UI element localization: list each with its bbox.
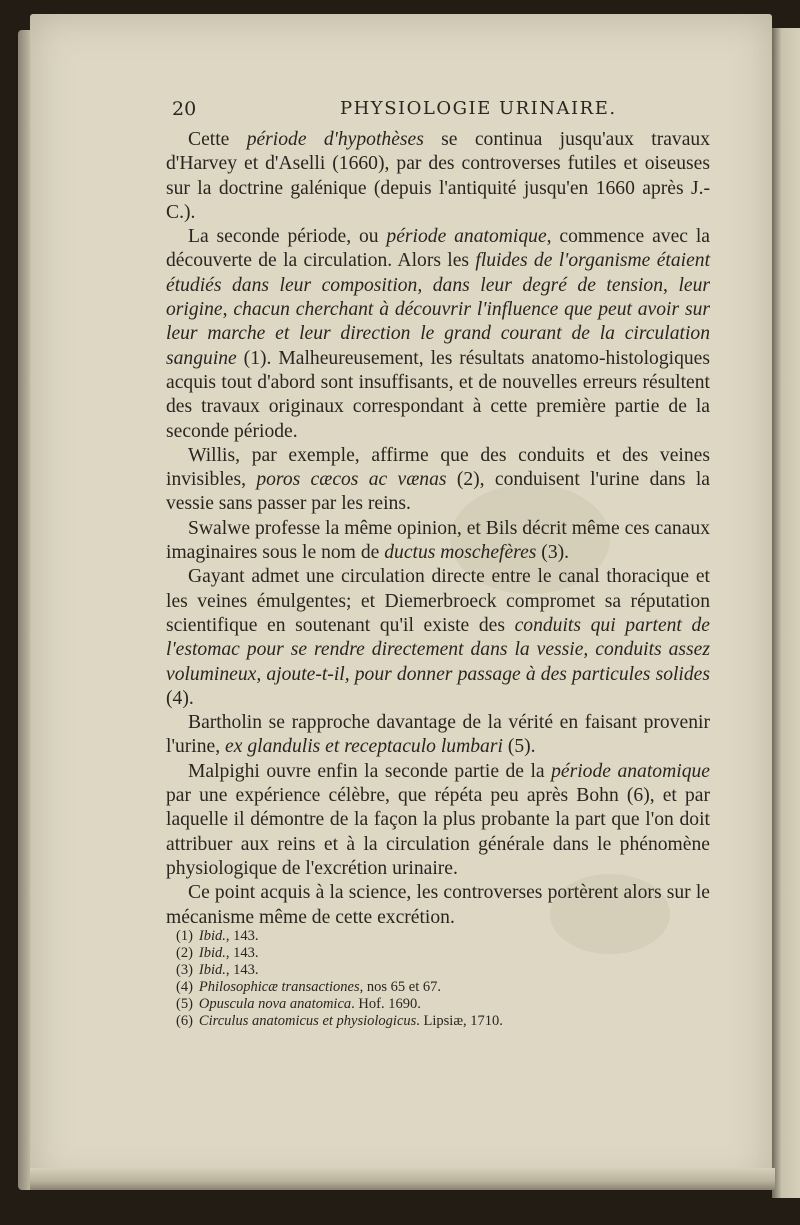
text-run: (1). Malheureusement, les résultats anatomo-histologiques acquis tout d'abord sont insuffisants, et de nouvelles erreurs résultent des travaux originaux correspondant à cette première partie de la seconde période. [166,347,710,442]
footnote-label: (1) [176,928,193,944]
text-run: , [663,274,679,296]
paragraph [166,881,710,930]
page-header [172,98,712,128]
footnote-reference: , 143. [225,962,259,978]
text-run: (4). [166,687,194,709]
footnote-reference: , nos 65 et 67. [359,979,441,995]
footnote-reference: , 143. [225,928,259,944]
facing-page-strip [772,28,800,1198]
text-run: se continua jusqu'aux travaux d'Harvey et d'Aselli (1660), par des controverses futiles et oiseuses sur la doctrine galénique (depuis l'antiquité jusqu'en 1660 après J.-C.). [166,129,710,223]
italic-text: poros cæcos ac vænas [256,469,447,491]
footnote-title: Ibid. [198,945,226,961]
paragraph [166,128,710,225]
text-run: La seconde période, ou [188,226,387,248]
footnote-reference: . Hof. 1690. [351,996,421,1012]
footnote [176,996,696,1013]
footnote-title: Ibid. [198,928,226,944]
footnote [176,1013,696,1030]
footnote [176,979,696,996]
footnote-title: Philosophicæ transactiones [198,979,360,995]
footnote-label: (5) [176,996,193,1012]
footnote-title: Ibid. [198,962,226,978]
text-run: Willis, par exemple, affirme que des conduits et des veines invisibles, [166,444,710,491]
text-run: Cette [188,129,247,150]
paragraph [166,565,710,711]
footnote-title: Circulus anatomicus et physiologicus [198,1013,417,1029]
footnote-label: (6) [176,1013,193,1029]
running-title: PHYSIOLOGIE URINAIRE. [340,98,617,119]
page-number: 20 [172,98,197,120]
italic-text: période anatomique [551,760,710,782]
text-run: (3). [536,542,570,564]
text-run: Gayant admet une circulation directe entre le canal thoracique et les veines émulgentes; et Diemerbroeck compromet sa réputation scientifique en soutenant qu'il existe des [166,566,710,636]
footnote-title: Opuscula nova anatomica [198,996,352,1012]
footnote-reference: . Lipsiæ, 1710. [416,1013,503,1029]
text-run: Swalwe professe la même opinion, et Bils décrit même ces canaux imaginaires sous le nom de [166,517,710,564]
footnote-reference: , 143. [225,945,259,961]
text-run: (2), conduisent l'urine dans la vessie sans passer par les reins. [166,469,710,515]
paragraph [166,444,710,517]
footnotes [176,928,696,1030]
footnote-label: (3) [176,962,193,978]
text-run: (5). [502,736,536,758]
italic-text: leur origine [166,274,710,321]
paragraph [166,711,710,760]
italic-text: période anatomique [386,226,547,248]
paragraph [166,760,710,881]
text-run: Ce point acquis à la science, les controverses portèrent alors sur le mécanisme même de cette excrétion. [166,882,710,928]
footnote [176,962,696,979]
bottom-page-edge [30,1168,775,1190]
italic-text: ductus moschefères [384,542,537,564]
paragraph [166,517,710,566]
italic-text: conduits qui partent de l'estomac pour se rendre directement dans la vessie, conduits assez volumineux, ajoute-t-il, pour donner passage à des particules solides [166,614,710,685]
italic-text: ex glandulis et receptaculo lumbari [225,736,503,758]
italic-text: période d'hypothèses [246,129,424,150]
body-text [166,128,710,930]
text-run: Bartholin se rapproche davantage de la vérité en faisant provenir l'urine, [166,712,710,758]
text-run: , [222,299,234,321]
italic-text: fluides de l'organisme étaient étudiés dans leur composition, dans leur degré de tension [166,250,711,296]
footnote-label: (4) [176,979,193,995]
paragraph [166,225,710,444]
footnote [176,945,696,962]
italic-text: chacun cherchant à découvrir l'influence que peut avoir sur leur marche et leur direction le grand courant de la circulation sanguine [166,299,710,369]
text-run: , commence avec la découverte de la circulation. Alors les [166,226,710,272]
text-run: Malpighi ouvre enfin la seconde partie de la [188,760,552,782]
footnote-label: (2) [176,945,193,961]
text-run: par une expérience célèbre, que répéta peu après Bohn (6), et par laquelle il démontre de la façon la plus probante la part que l'on doit attribuer aux reins et à la circulation générale dans le phénomène physiologique de l'excrétion urinaire. [166,785,710,879]
footnote [176,928,696,945]
